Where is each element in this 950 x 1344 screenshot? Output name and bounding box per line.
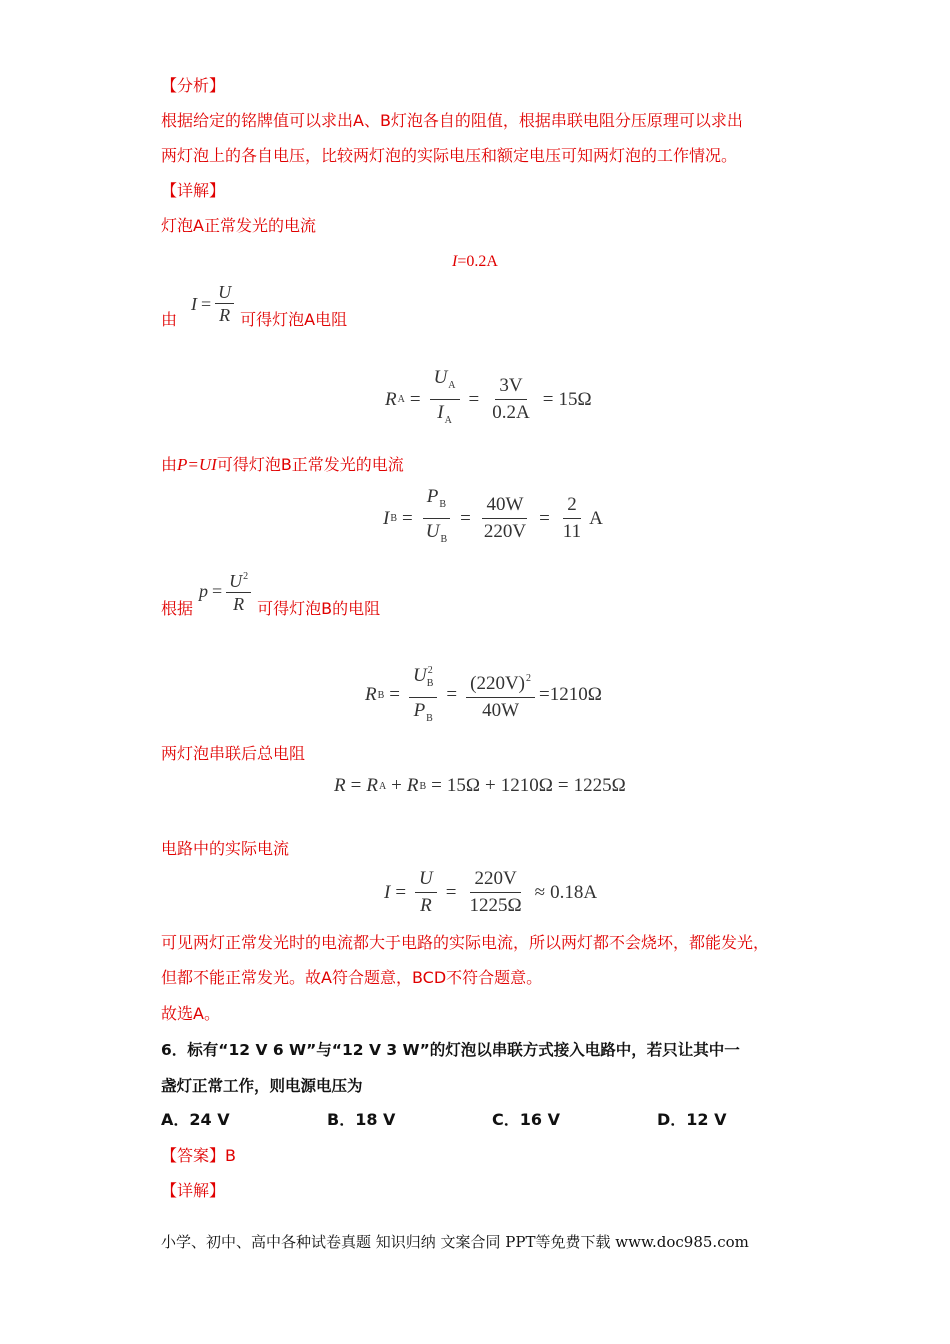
analysis-line-1: 根据给定的铭牌值可以求出A、B灯泡各自的阻值，根据串联电阻分压原理可以求出 — [161, 111, 743, 130]
power-frac — [226, 567, 251, 614]
ib-frac2 — [480, 494, 530, 543]
eq-value: =0.2A — [457, 253, 498, 270]
ib-unit: A — [589, 507, 603, 529]
ohm-frac — [215, 282, 234, 325]
analysis-line-2: 两灯泡上的各自电压，比较两灯泡的实际电压和额定电压可知两灯泡的工作情况。 — [161, 146, 738, 165]
rb-sub: B — [377, 689, 385, 701]
rt-r: R — [334, 775, 346, 796]
ra-frac1-u: U — [433, 367, 448, 388]
ra-frac1-i-sub: A — [444, 415, 452, 426]
ohm-num: U — [215, 282, 234, 304]
eq-var: I — [452, 253, 458, 270]
ib-frac3 — [559, 494, 585, 543]
ohm-i: I — [191, 293, 198, 314]
rt-15: 15Ω — [446, 775, 481, 796]
ohm-eq: = — [201, 293, 212, 314]
rb-frac1-u: U — [413, 665, 427, 686]
option-b: B．18 V — [327, 1110, 396, 1129]
ib-frac1 — [422, 486, 451, 551]
rt-ra-sub: A — [378, 780, 387, 792]
power-prefix: 根据 — [161, 599, 194, 618]
rb-eq2: = — [446, 684, 458, 705]
rb-eq1: = — [389, 684, 400, 705]
choose-answer: 故选A。 — [161, 1004, 220, 1023]
option-d: D．12 V — [657, 1110, 727, 1129]
ohm-law-line — [161, 282, 348, 331]
eq-total-resistance — [334, 775, 626, 797]
rb-frac1-p: P — [413, 700, 426, 721]
ra-frac1-i: I — [437, 402, 444, 423]
actual-current-text: 电路中的实际电流 — [161, 839, 290, 858]
ib-i: I — [383, 507, 390, 529]
eq-resistance-b — [365, 660, 602, 730]
rb-frac2-sup: 2 — [526, 673, 532, 684]
ra-eq1: = — [409, 388, 421, 410]
pui-prefix: 由 — [161, 455, 178, 474]
rt-eq2: = — [431, 775, 442, 796]
ac-frac2-den: 1225Ω — [469, 895, 522, 916]
ohm-suffix: 可得灯泡A电阻 — [240, 310, 348, 329]
eq-current-a — [0, 251, 950, 271]
ib-frac2-den: 220V — [483, 521, 527, 542]
ra-frac2-den: 0.2A — [492, 402, 530, 423]
detail-header: 【详解】 — [161, 181, 226, 200]
rt-eq1: = — [350, 775, 362, 796]
power-num-u: U — [229, 571, 243, 591]
ib-eq1: = — [402, 507, 413, 529]
power-formula-line — [161, 573, 380, 620]
pui-formula: P=UI — [177, 455, 217, 474]
ohm-prefix: 由 — [161, 310, 178, 329]
rt-1210: 1210Ω — [500, 775, 553, 796]
rt-eq3: = — [557, 775, 569, 796]
ra-frac1-u-sub: A — [448, 380, 456, 391]
ra-eq3: = — [542, 388, 554, 410]
rb-frac2 — [466, 668, 535, 722]
rt-result: 1225Ω — [573, 775, 626, 796]
detail-header-2: 【详解】 — [161, 1181, 226, 1200]
question-6-line-2: 盏灯正常工作，则电源电压为 — [161, 1077, 363, 1095]
question-6-line-1: 6．标有“12 V 6 W”与“12 V 3 W”的灯泡以串联方式接入电路中，若只让其中一 — [161, 1041, 740, 1059]
ib-frac1-p-sub: B — [439, 499, 447, 510]
ib-frac3-den: 11 — [562, 521, 582, 542]
rb-frac1-sub: B — [426, 678, 434, 689]
ib-eq3: = — [539, 507, 550, 529]
ac-i: I — [384, 881, 391, 903]
ac-approx: ≈ — [534, 881, 546, 903]
ib-frac3-num: 2 — [563, 494, 581, 519]
power-formula — [199, 567, 251, 614]
bulb-a-current-text: 灯泡A正常发光的电流 — [161, 216, 316, 235]
eq-actual-current — [384, 868, 597, 917]
ac-frac1-num: U — [415, 868, 437, 893]
ib-frac1-p: P — [426, 486, 439, 507]
ac-frac2-num: 220V — [470, 868, 520, 893]
ohm-formula — [191, 282, 234, 325]
page-footer: 小学、初中、高中各种试卷真题 知识归纳 文案合同 PPT等免费下载 www.doc985.com — [161, 1233, 749, 1251]
ib-frac1-u: U — [425, 521, 440, 542]
rb-frac1 — [409, 660, 437, 730]
power-suffix: 可得灯泡B的电阻 — [257, 599, 381, 618]
rt-ra: R — [366, 775, 378, 796]
rt-rb: R — [406, 775, 419, 796]
ac-eq2: = — [445, 881, 457, 903]
rt-rb-sub: B — [419, 780, 427, 792]
ra-sub: A — [397, 394, 405, 405]
ac-eq1: = — [395, 881, 407, 903]
ra-result: 15Ω — [558, 388, 592, 410]
ra-r: R — [385, 388, 397, 410]
rb-frac2-paren: (220V) — [470, 673, 526, 694]
pui-line — [161, 454, 404, 476]
power-eq: = — [212, 580, 223, 601]
ohm-den: R — [219, 305, 231, 325]
power-den: R — [233, 594, 245, 614]
total-resistance-text: 两灯泡串联后总电阻 — [161, 744, 306, 763]
ra-frac2-num: 3V — [495, 375, 526, 400]
power-num-sup: 2 — [243, 571, 249, 582]
option-c: C．16 V — [492, 1110, 560, 1129]
answer-value: B — [225, 1146, 236, 1165]
ra-eq2: = — [468, 388, 480, 410]
rb-frac1-p-sub: B — [426, 713, 433, 724]
power-p: p — [199, 580, 209, 601]
answer-label: 【答案】 — [161, 1146, 226, 1165]
conclusion-line-2: 但都不能正常发光。故A符合题意，BCD不符合题意。 — [161, 968, 543, 987]
option-a: A．24 V — [161, 1110, 230, 1129]
ac-frac1-den: R — [420, 895, 432, 916]
ra-frac1 — [430, 367, 460, 432]
answer-line — [161, 1145, 236, 1167]
pui-suffix: 可得灯泡B正常发光的电流 — [216, 455, 404, 474]
rb-result: =1210Ω — [539, 684, 602, 705]
rb-r: R — [365, 684, 377, 705]
rt-plus1: + — [391, 775, 402, 796]
ib-sub: B — [390, 513, 397, 524]
ac-frac1 — [415, 868, 437, 917]
ib-frac1-u-sub: B — [440, 534, 448, 545]
ac-result: 0.18A — [550, 881, 598, 903]
ac-frac2 — [466, 868, 526, 917]
eq-current-b — [383, 486, 603, 551]
rb-frac2-den: 40W — [482, 700, 520, 721]
rb-frac1-sup: 2 — [427, 665, 433, 676]
conclusion-line-1: 可见两灯正常发光时的电流都大于电路的实际电流，所以两灯都不会烧坏，都能发光， — [161, 933, 770, 952]
analysis-header: 【分析】 — [161, 76, 226, 95]
eq-resistance-a — [385, 367, 592, 432]
rt-plus2: + — [485, 775, 496, 796]
ib-frac2-num: 40W — [482, 494, 527, 519]
ib-eq2: = — [460, 507, 471, 529]
ra-frac2 — [488, 375, 533, 424]
